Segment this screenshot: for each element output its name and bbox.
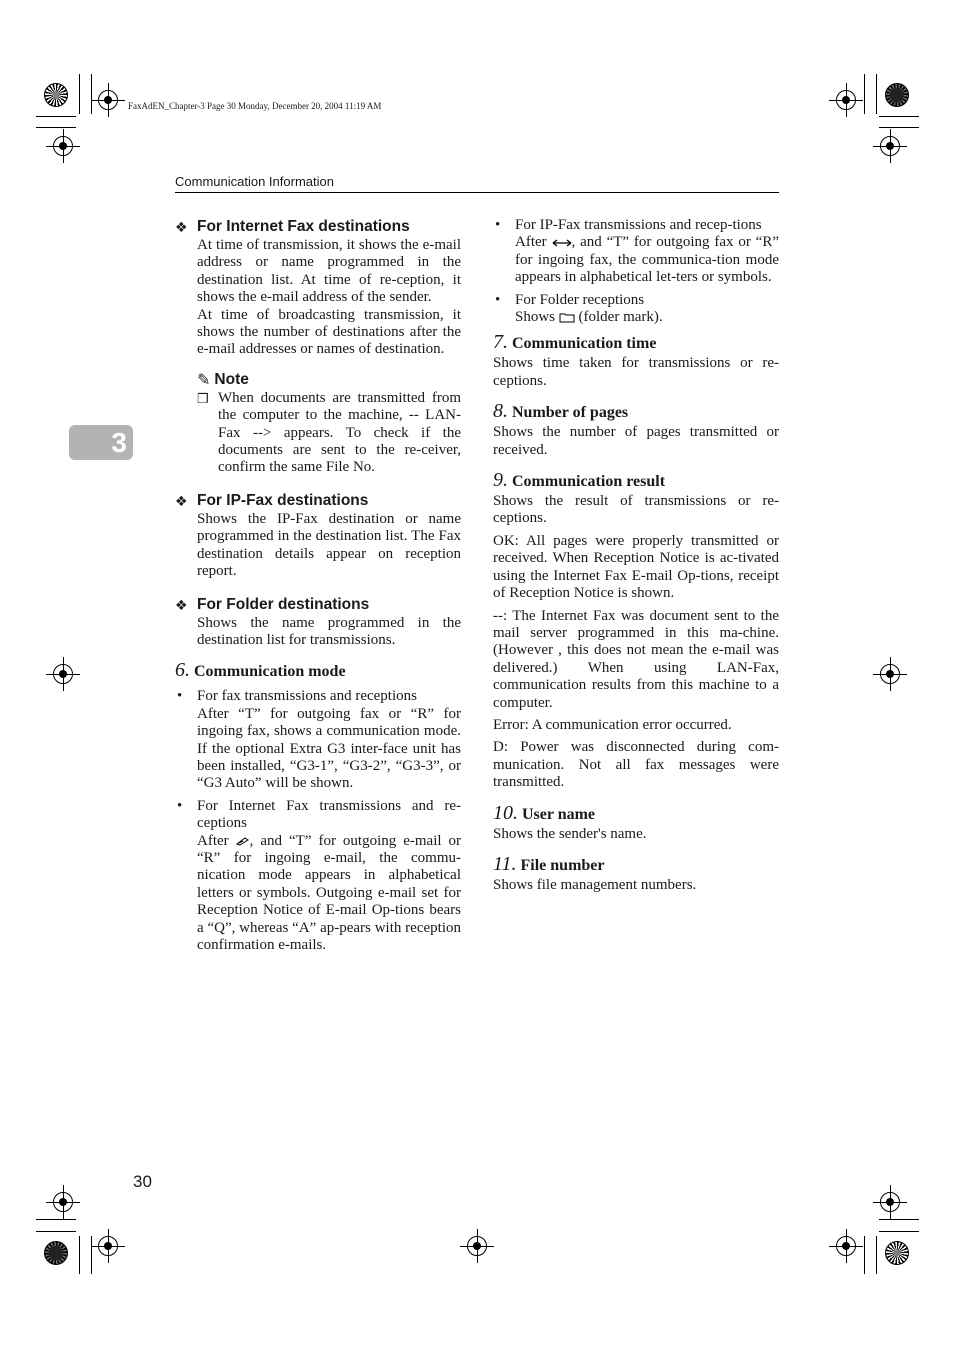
paragraph: Shows the sender's name.	[493, 825, 647, 842]
list-item: • For fax transmissions and receptions After “T” for outgoing fax or “R” for ingoing fax, shows a communication mode. If the optional Extra G3 inter-face unit has been installed, “G3-1”, “G3-2”, “G3-3”, or “G3 Auto” will be shown.	[177, 688, 461, 792]
list-item: • For Folder receptions Shows (folder mark).	[495, 291, 663, 326]
subheading-ip-fax: ❖ For IP-Fax destinations	[175, 491, 369, 509]
folder-icon	[559, 312, 575, 323]
note-heading: ✎ Note	[197, 370, 249, 389]
color-wheel-mark	[885, 83, 909, 107]
right-column	[493, 217, 779, 894]
print-slug: FaxAdEN_Chapter-3 Page 30 Monday, December 20, 2004 11:19 AM	[128, 101, 382, 111]
section-heading-number-of-pages: 8. Number of pages	[493, 400, 629, 423]
registration-mark-icon	[98, 1236, 118, 1256]
note-item: ❒ When documents are transmitted from the computer to the machine, -- LAN-Fax --> appears. To check if the documents are sent to the re-ceiver, confirm the same File No.	[197, 389, 461, 476]
pencil-note-icon: ✎	[197, 371, 211, 389]
left-column	[175, 217, 461, 954]
paragraph: Error: A communication error occurred.	[493, 716, 732, 733]
paragraph: Shows the IP-Fax destination or name programmed in the destination list. The Fax destination details appear on reception report.	[197, 510, 461, 580]
diamond-bullet-icon: ❖	[175, 219, 188, 235]
email-mode-icon	[236, 836, 250, 846]
color-wheel-mark	[44, 83, 68, 107]
subheading-internet-fax: ❖ For Internet Fax destinations	[175, 218, 410, 235]
list-item: • For Internet Fax transmissions and re-ceptions After , and “T” for outgoing e-mail or “R” for ingoing e-mail, the commu-nication mode appears in alphabetical letters or symbols. Outgoing e-mail set for Reception Notice of E-mail Op-tions bears a “Q”, whereas “A” ap-pears with reception confirmation e-mails.	[177, 797, 461, 953]
bullet-dot-icon: •	[177, 688, 183, 705]
section-heading-communication-mode: 6. Communication mode	[175, 659, 346, 682]
running-head: Communication Information	[175, 174, 334, 189]
paragraph: --: The Internet Fax was document sent to the mail server programmed in this ma-chine. (However , this does not mean the e-mail was delivered.) When using LAN-Fax, communication results from this machine to a computer.	[493, 607, 779, 711]
section-heading-communication-time: 7. Communication time	[493, 331, 657, 354]
registration-mark-icon	[880, 1192, 900, 1212]
section-heading-file-number: 11. File number	[493, 852, 605, 875]
registration-mark-icon	[880, 664, 900, 684]
section-heading-user-name: 10. User name	[493, 801, 596, 824]
diamond-bullet-icon: ❖	[175, 596, 188, 613]
paragraph: Shows the result of transmissions or re-ceptions.	[493, 493, 779, 527]
color-wheel-mark	[44, 1241, 68, 1265]
page-number: 30	[133, 1172, 152, 1191]
bullet-dot-icon: •	[495, 291, 501, 308]
checkbox-bullet-icon: ❒	[197, 390, 209, 406]
list-item: • For IP-Fax transmissions and recep-tions After , and “T” for outgoing fax or “R” for ingoing fax, the communica-tion mode appears in alphabetical let-ters or symbols.	[495, 217, 780, 286]
paragraph: D: Power was disconnected during com-munication. Not all fax messages were transmitted.	[493, 739, 779, 791]
registration-mark-icon	[53, 1192, 73, 1212]
registration-mark-icon	[53, 136, 73, 156]
bullet-dot-icon: •	[177, 797, 183, 814]
registration-mark-icon	[880, 136, 900, 156]
paragraph: Shows file management numbers.	[493, 876, 697, 893]
registration-mark-icon	[836, 90, 856, 110]
registration-mark-icon	[98, 90, 118, 110]
color-wheel-mark	[885, 1241, 909, 1265]
paragraph: OK: All pages were properly transmitted or received. When Reception Notice is ac-tivated using the Internet Fax E-mail Op-tions, receipt of Reception Notice is shown.	[493, 532, 779, 602]
subheading-folder: ❖ For Folder destinations	[175, 595, 370, 613]
paragraph: At time of transmission, it shows the e-mail address or name programmed in the destination list. At time of re-ception, it shows the e-mail address of the sender.	[197, 237, 461, 306]
paragraph: Shows the name programmed in the destination list for transmissions.	[197, 614, 461, 648]
chapter-tab: 3	[69, 425, 133, 460]
paragraph: Shows time taken for transmissions or re-ceptions.	[493, 355, 779, 389]
registration-mark-icon	[467, 1236, 487, 1256]
registration-mark-icon	[53, 664, 73, 684]
registration-mark-icon	[836, 1236, 856, 1256]
bullet-dot-icon: •	[495, 217, 501, 233]
section-heading-communication-result: 9. Communication result	[493, 469, 666, 492]
paragraph: At time of broadcasting transmission, it shows the number of destinations after the e-mail addresses or names of destination.	[197, 306, 461, 358]
paragraph: Shows the number of pages transmitted or received.	[493, 424, 779, 458]
diamond-bullet-icon: ❖	[175, 492, 188, 509]
header-rule	[175, 192, 779, 193]
ip-fax-arrows-icon	[552, 238, 572, 248]
